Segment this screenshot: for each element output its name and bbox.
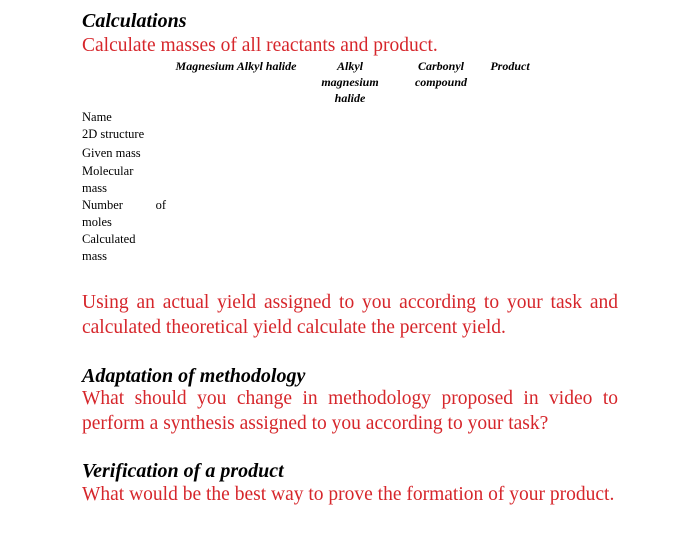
row-label-name: Name bbox=[82, 110, 112, 124]
verification-prompt: What would be the best way to prove the formation of your product. bbox=[82, 484, 615, 505]
row-label-calculated-mass: Calculated mass bbox=[82, 232, 136, 263]
column-header-carbonyl-compound: Carbonyl compound bbox=[414, 59, 467, 89]
row-label-number-of-moles: Number of moles bbox=[82, 198, 166, 229]
yield-prompt: Using an actual yield assigned to you according to your task and calculated theoretical yield calculate the percent yield. bbox=[82, 292, 618, 338]
column-header-alkyl-magnesium-halide: Alkyl magnesium halide bbox=[321, 59, 379, 105]
row-label-2d-structure: 2D structure bbox=[82, 127, 145, 141]
adaptation-heading: Adaptation of methodology bbox=[82, 365, 306, 387]
adaptation-prompt: What should you change in methodology proposed in video to perform a synthesis assigned to you according to your task? bbox=[82, 388, 618, 434]
calculations-heading: Calculations bbox=[82, 10, 187, 32]
column-header-product: Product bbox=[490, 59, 530, 73]
row-label-given-mass: Given mass bbox=[82, 146, 141, 160]
verification-heading: Verification of a product bbox=[82, 460, 284, 482]
row-label-molecular-mass: Molecular mass bbox=[82, 164, 134, 195]
column-header-magnesium-alkyl-halide: Magnesium Alkyl halide bbox=[175, 59, 297, 73]
calculations-prompt: Calculate masses of all reactants and product. bbox=[82, 35, 438, 56]
